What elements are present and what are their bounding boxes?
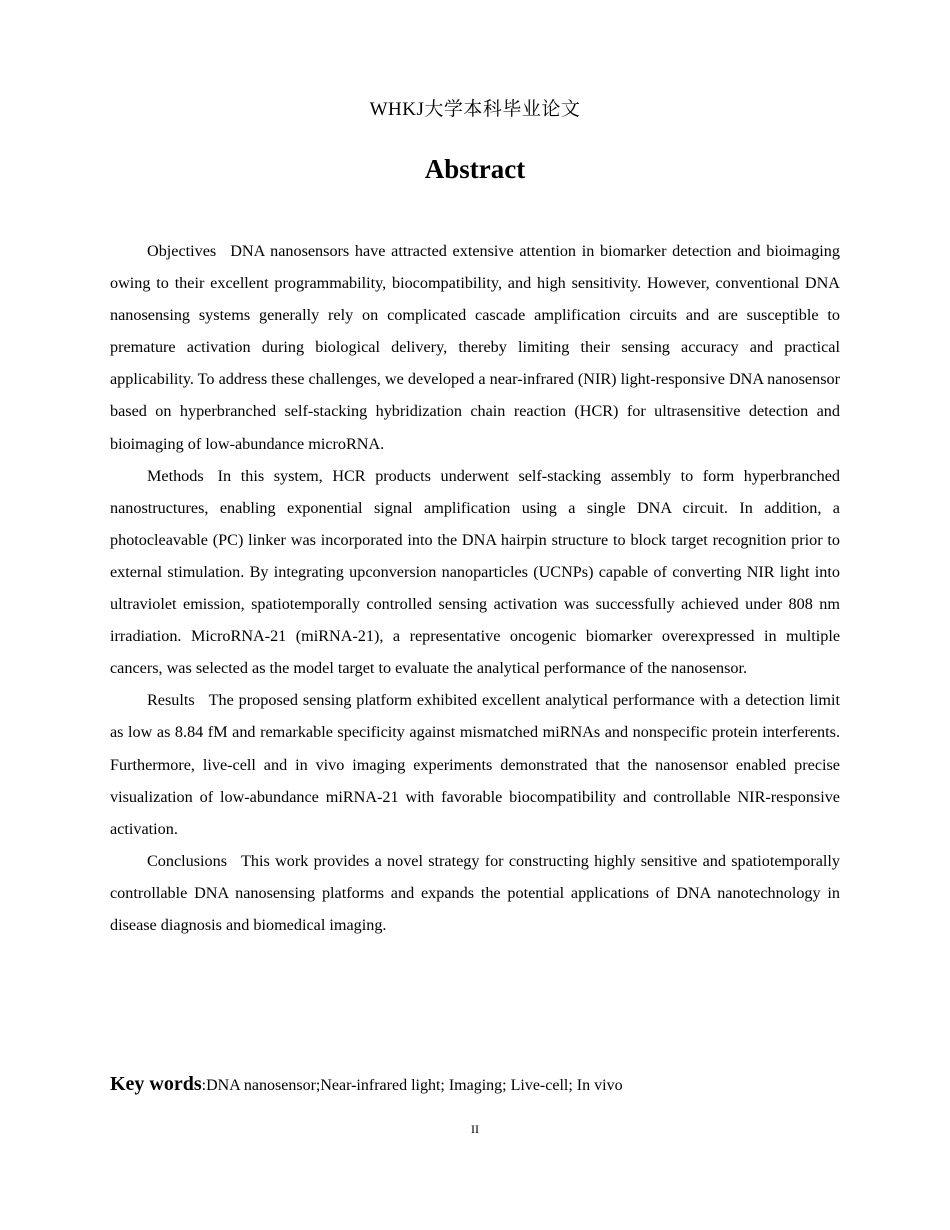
methods-text: In this system, HCR products underwent self-stacking assembly to form hyperbranched nanostructures, enabling exponential signal amplification using a single DNA circuit. In addition, a photocleavable (PC) linker was incorporated into the DNA hairpin structure to block target recognition prior to external stimulation. By integrating upconversion nanoparticles (UCNPs) capable of converting NIR light into ultraviolet emission, spatiotemporally controlled sensing activation was successfully achieved under 808 nm irradiation. MicroRNA-21 (miRNA-21), a representative oncogenic biomarker overexpressed in multiple cancers, was selected as the model target to evaluate the analytical performance of the nanosensor. — [110, 466, 840, 678]
abstract-title: Abstract — [424, 154, 526, 184]
conclusions-text: This work provides a novel strategy for constructing highly sensitive and spatiotemporally controllable DNA nanosensing platforms and expands the potential applications of DNA nanotechnology in disease diagnosis and biomedical imaging. — [110, 851, 840, 934]
methods-label: Methods — [147, 466, 204, 485]
keywords-text: DNA nanosensor;Near-infrared light; Imaging; Live-cell; In vivo — [206, 1077, 623, 1094]
keywords-separator: : — [201, 1077, 207, 1094]
thesis-header: WHKJ大学本科毕业论文 — [369, 99, 581, 120]
results-text: The proposed sensing platform exhibited excellent analytical performance with a detection limit as low as 8.84 fM and remarkable specificity against mismatched miRNAs and nonspecific protein interferents. Furthermore, live-cell and in vivo imaging experiments demonstrated that the nanosensor enabled precise visualization of low-abundance miRNA-21 with favorable biocompatibility and controllable NIR-responsive activation. — [110, 691, 840, 838]
objectives-text: DNA nanosensors have attracted extensive attention in biomarker detection and bioimaging owing to their excellent programmability, biocompatibility, and high sensitivity. However, conventional DNA nanosensing systems generally rely on complicated cascade amplification circuits and are susceptible to premature activation during biological delivery, thereby limiting their sensing accuracy and practical applicability. To address these challenges, we developed a near-infrared (NIR) light-responsive DNA nanosensor based on hyperbranched self-stacking hybridization chain reaction (HCR) for ultrasensitive detection and bioimaging of low-abundance microRNA. — [110, 242, 840, 453]
conclusions-label: Conclusions — [147, 851, 228, 870]
objectives-paragraph — [110, 235, 840, 460]
abstract-body — [110, 235, 840, 941]
conclusions-paragraph — [110, 845, 840, 941]
objectives-label: Objectives — [147, 242, 217, 260]
page-number: II — [471, 1122, 479, 1136]
results-label: Results — [147, 691, 195, 710]
keywords-line — [110, 1073, 840, 1096]
results-paragraph — [110, 684, 840, 844]
keywords-label: Key words — [110, 1073, 202, 1095]
methods-paragraph — [110, 460, 840, 685]
